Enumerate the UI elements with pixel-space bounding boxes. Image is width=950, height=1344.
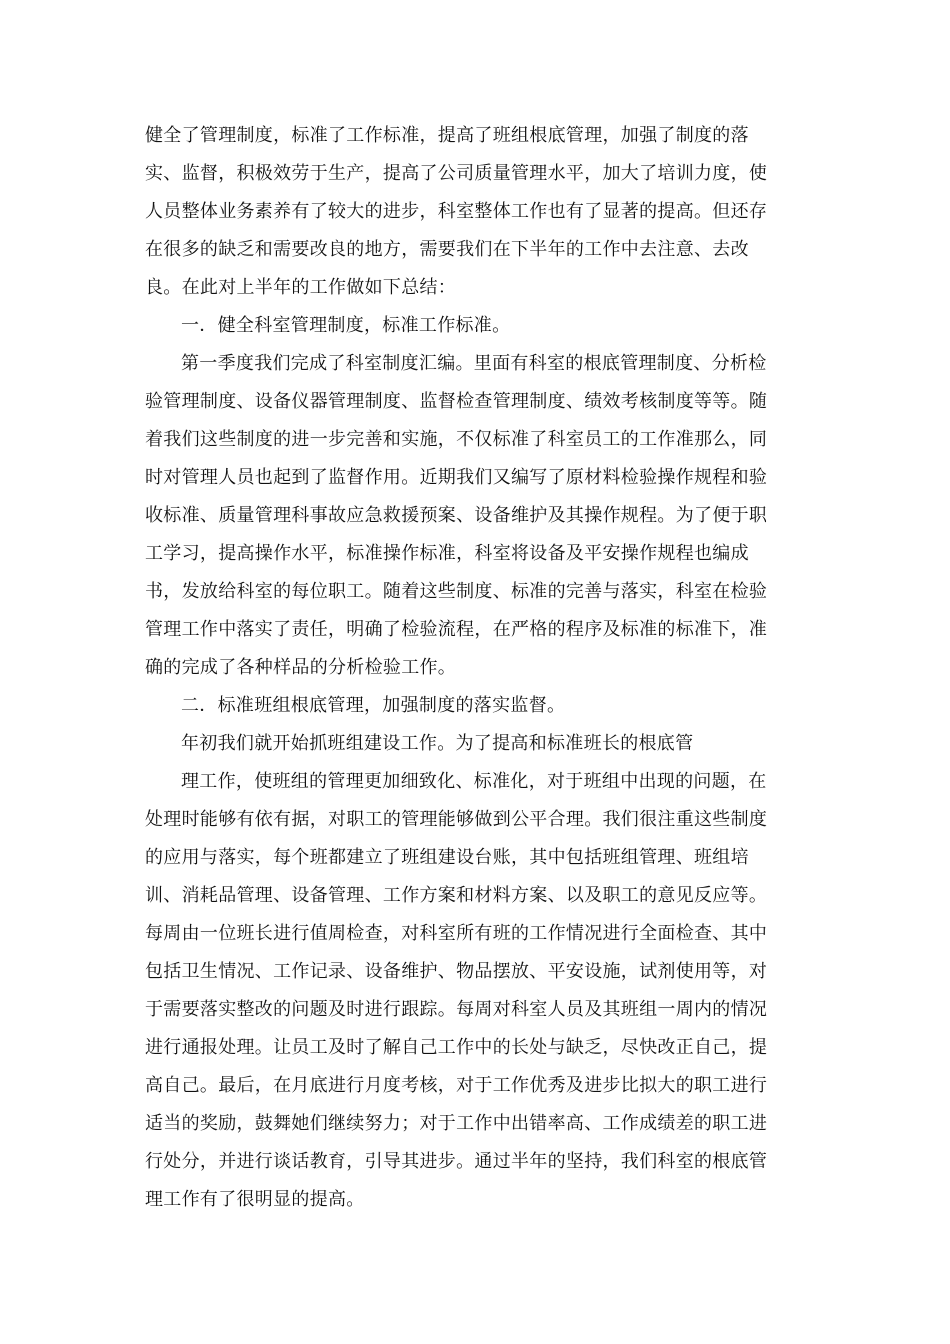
text-line: 人员整体业务素养有了较大的进步，科室整体工作也有了显著的提高。但还存	[145, 201, 768, 222]
text-line: 包括卫生情况、工作记录、设备维护、物品摆放、平安设施，试剂使用等，对	[145, 961, 768, 982]
text-line: 实、监督，积极效劳于生产，提高了公司质量管理水平，加大了培训力度，使	[145, 163, 768, 184]
text-line: 年初我们就开始抓班组建设工作。为了提高和标准班长的根底管	[181, 733, 694, 754]
text-line: 适当的奖励，鼓舞她们继续努力；对于工作中出错率高、工作成绩差的职工进	[145, 1113, 768, 1134]
text-line: 进行通报处理。让员工及时了解自己工作中的长处与缺乏，尽快改正自己，提	[145, 1037, 768, 1058]
text-line: 时对管理人员也起到了监督作用。近期我们又编写了原材料检验操作规程和验	[145, 467, 768, 488]
text-line: 训、消耗品管理、设备管理、工作方案和材料方案、以及职工的意见反应等。	[145, 885, 768, 906]
text-line: 管理工作中落实了责任，明确了检验流程，在严格的程序及标准的标准下，准	[145, 619, 768, 640]
text-line: 的应用与落实，每个班都建立了班组建设台账，其中包括班组管理、班组培	[145, 847, 749, 868]
text-line: 收标准、质量管理科事故应急救援预案、设备维护及其操作规程。为了便于职	[145, 505, 768, 526]
text-line: 书，发放给科室的每位职工。随着这些制度、标准的完善与落实，科室在检验	[145, 581, 768, 602]
text-line: 工学习，提高操作水平，标准操作标准，科室将设备及平安操作规程也编成	[145, 543, 749, 564]
text-line: 行处分，并进行谈话教育，引导其进步。通过半年的坚持，我们科室的根底管	[145, 1151, 768, 1172]
text-line: 二．标准班组根底管理，加强制度的落实监督。	[181, 695, 566, 716]
document-body	[145, 117, 805, 1219]
text-line: 理工作有了很明显的提高。	[145, 1189, 365, 1210]
text-line: 处理时能够有依有据，对职工的管理能够做到公平合理。我们很注重这些制度	[145, 809, 768, 830]
text-line: 于需要落实整改的问题及时进行跟踪。每周对科室人员及其班组一周内的情况	[145, 999, 768, 1020]
text-line: 良。在此对上半年的工作做如下总结：	[145, 277, 457, 298]
text-line: 着我们这些制度的进一步完善和实施，不仅标准了科室员工的工作准那么，同	[145, 429, 768, 450]
text-line: 每周由一位班长进行值周检查，对科室所有班的工作情况进行全面检查、其中	[145, 923, 768, 944]
text-line: 在很多的缺乏和需要改良的地方，需要我们在下半年的工作中去注意、去改	[145, 239, 749, 260]
text-line: 验管理制度、设备仪器管理制度、监督检查管理制度、绩效考核制度等等。随	[145, 391, 768, 412]
text-line: 第一季度我们完成了科室制度汇编。里面有科室的根底管理制度、分析检	[181, 353, 767, 374]
text-line: 一．健全科室管理制度，标准工作标准。	[181, 315, 511, 336]
text-line: 高自己。最后，在月底进行月度考核，对于工作优秀及进步比拟大的职工进行	[145, 1075, 768, 1096]
text-line: 理工作，使班组的管理更加细致化、标准化，对于班组中出现的问题，在	[181, 771, 767, 792]
text-line: 健全了管理制度，标准了工作标准，提高了班组根底管理，加强了制度的落	[145, 125, 749, 146]
text-line: 确的完成了各种样品的分析检验工作。	[145, 657, 457, 678]
